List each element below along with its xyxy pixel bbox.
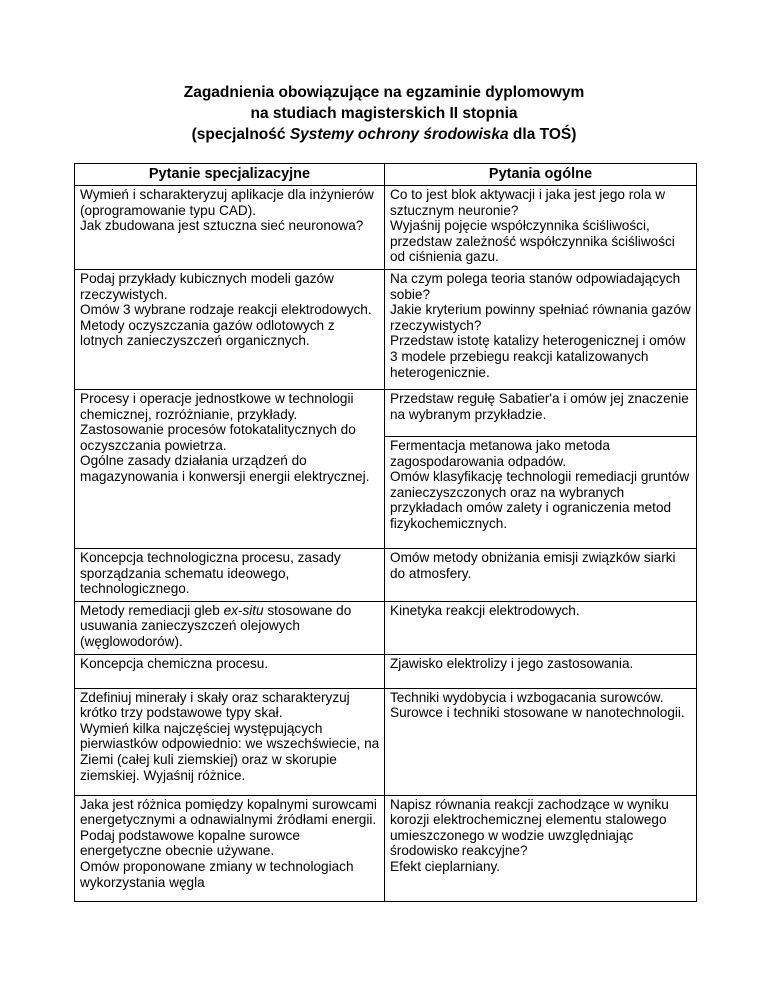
title-line-3-pre: (specjalność [191, 126, 290, 143]
question: Efekt cieplarniany. [390, 858, 501, 874]
table-row [75, 688, 697, 795]
question: Procesy i operacje jednostkowe w technologii chemicznej, rozróżnianie, przykłady. [80, 391, 354, 422]
question: Zjawisko elektrolizy i jego zastosowania. [390, 655, 634, 671]
cell-specialization [75, 186, 385, 270]
title-line-1: Zagadnienia obowiązujące na egzaminie dyplomowym [183, 84, 585, 101]
table-row [75, 795, 697, 901]
cell-specialization [75, 795, 385, 901]
question: Metody oczyszczania gazów odlotowych z lotnych zanieczyszczeń organicznych. [80, 317, 335, 349]
cell-general [385, 186, 697, 270]
specialization-name: Systemy ochrony środowiska [289, 126, 509, 143]
question: Koncepcja technologiczna procesu, zasady sporządzania schematu ideowego, technologicznego. [80, 550, 341, 597]
question: Jak zbudowana jest sztuczna sieć neuronowa? [80, 218, 364, 234]
cell-general [385, 549, 697, 602]
question: Omów metody obniżania emisji związków siarki do atmosfery. [390, 550, 676, 581]
question: Zastosowanie procesów fotokatalitycznych do oczyszczania powietrza. [80, 422, 356, 453]
question: Surowce i techniki stosowane w nanotechnologii. [390, 705, 685, 721]
table-row [75, 270, 697, 390]
cell-general [385, 688, 697, 795]
table-row [75, 390, 697, 437]
table-row [75, 186, 697, 270]
question: Zdefiniuj minerały i skały oraz scharakteryzuj krótko trzy podstawowe typy skał. [80, 689, 350, 721]
cell-specialization [75, 549, 385, 602]
cell-general [385, 795, 697, 901]
question [80, 603, 380, 650]
questions-table [74, 163, 697, 902]
question-part: Metody remediacji gleb [80, 602, 224, 618]
cell-specialization [75, 601, 385, 654]
cell-general [385, 270, 697, 390]
cell-specialization [75, 654, 385, 688]
question: Ogólne zasady działania urządzeń do magazynowania i konwersji energii elektrycznej. [80, 453, 370, 484]
table-header-row [75, 164, 697, 186]
table-row [75, 549, 697, 602]
title-line-2: na studiach magisterskich II stopnia [250, 105, 518, 122]
question: Napisz równania reakcji zachodzące w wyniku korozji elektrochemicznej elementu stalowego umieszczonego w wodzie uwzględniając środowisko reakcyjne? [390, 796, 669, 859]
cell-specialization [75, 688, 385, 795]
title-line-3 [0, 124, 768, 145]
table-row [75, 654, 697, 688]
cell-general [385, 437, 697, 549]
cell-specialization [75, 390, 385, 549]
question: Jaka jest różnica pomiędzy kopalnymi surowcami energetycznymi a odnawialnymi źródłami energii. Podaj podstawowe kopalne surowce energetyczne obecnie używane. [80, 796, 377, 859]
question: Wymień i scharakteryzuj aplikacje dla inżynierów (oprogramowanie typu CAD). [80, 187, 374, 218]
cell-general [385, 390, 697, 437]
question: Omów klasyfikację technologii remediacji gruntów zanieczyszczonych oraz na wybranych przykładach omów zalety i ograniczenia metod fizykochemicznych. [390, 469, 690, 531]
cell-specialization [75, 270, 385, 390]
cell-general [385, 654, 697, 688]
question: Jakie kryterium powinny spełniać równania gazów rzeczywistych? [390, 302, 691, 333]
question: Przedstaw istotę katalizy heterogenicznej i omów 3 modele przebiegu reakcji katalizowanych heterogenicznie. [390, 333, 686, 380]
question: Wyjaśnij pojęcie współczynnika ściśliwości, przedstaw zależność współczynnika ściśliwości od ciśnienia gazu. [390, 218, 675, 265]
table-row [75, 601, 697, 654]
question: Techniki wydobycia i wzbogacania surowców. [390, 689, 664, 705]
question: Podaj przykłady kubicznych modeli gazów rzeczywistych. [80, 271, 334, 302]
question-italic-term: ex-situ [223, 602, 264, 618]
header-general: Pytania ogólne [385, 164, 697, 186]
question: Przedstaw regułę Sabatier'a i omów jej znaczenie na wybranym przykładzie. [390, 391, 689, 422]
question: Fermentacja metanowa jako metoda zagospodarowania odpadów. [390, 438, 610, 469]
question: Koncepcja chemiczna procesu. [80, 655, 269, 671]
document-title [0, 82, 768, 145]
title-line-3-post: dla TOŚ) [508, 126, 577, 143]
question-part: stosowane do usuwania zanieczyszczeń olejowych (węglowodorów). [80, 602, 352, 649]
question: Omów proponowane zmiany w technologiach wykorzystania węgla [80, 858, 354, 890]
question: Kinetyka reakcji elektrodowych. [390, 602, 580, 618]
header-specialization: Pytanie specjalizacyjne [75, 164, 385, 186]
question: Omów 3 wybrane rodzaje reakcji elektrodowych. [80, 302, 372, 318]
question: Na czym polega teoria stanów odpowiadających sobie? [390, 271, 681, 302]
question: Co to jest blok aktywacji i jaka jest jego rola w sztucznym neuronie? [390, 187, 666, 218]
cell-general [385, 601, 697, 654]
question: Wymień kilka najczęściej występujących pierwiastków odpowiednio: we wszechświecie, na Ziemi (całej kuli ziemskiej) oraz w skorupie ziemskiej. Wyjaśnij różnice. [80, 720, 380, 783]
